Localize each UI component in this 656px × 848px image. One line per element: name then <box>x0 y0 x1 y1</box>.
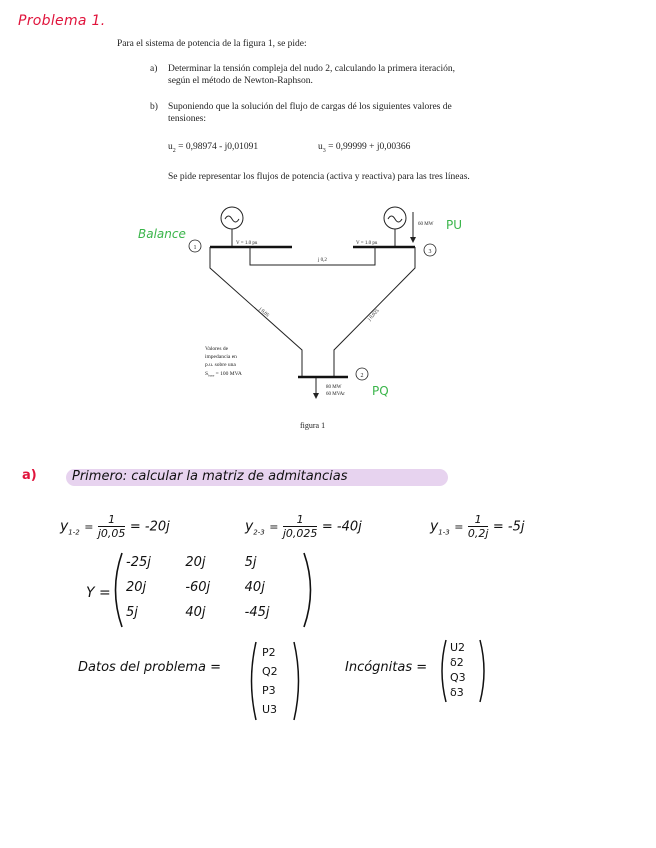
line-1-3-impedance: j 0,2 <box>318 258 327 263</box>
unknowns-vector <box>450 640 478 700</box>
bus-1-voltage: V = 1.0 pu <box>236 241 258 246</box>
vector-entry: δ2 <box>450 656 464 669</box>
vector-entry: Q3 <box>450 671 466 684</box>
vector-entry: P2 <box>262 646 276 659</box>
note-line1: Valores de <box>205 346 229 352</box>
line-1-3 <box>250 247 375 265</box>
problem-title: Problema 1. <box>18 13 106 29</box>
y23-equation: $y_{2-3}$ = $\frac{1}{j0,025}$ = -40j <box>245 513 362 540</box>
node-1-label: 1 <box>193 245 197 251</box>
load-mvar: 60 MVAr <box>326 392 345 397</box>
data-vector <box>262 643 292 719</box>
matrix-cell: 5j <box>126 605 138 620</box>
note-line4: $S_{base} = 100$ MVA <box>205 371 242 378</box>
y12-equation: $y_{1-2}$ = $\frac{1}{j0,05}$ = -20j <box>60 513 170 540</box>
u2-expression: $u_2 = 0,98974 - j0,01091$ <box>168 142 259 154</box>
item-b-line3: Se pide representar los flujos de potencia (activa y reactiva) para las tres líneas. <box>168 172 470 182</box>
matrix-cell: -60j <box>185 580 211 595</box>
matrix-label: Y = <box>86 585 111 601</box>
balance-label: Balance <box>138 227 186 241</box>
note-line3: p.u. sobre una <box>205 362 236 368</box>
matrix-cell: -45j <box>244 605 270 620</box>
matrix-cell: 40j <box>185 605 206 620</box>
note-line2: impedancia en <box>205 354 237 360</box>
solution-heading: Primero: calcular la matriz de admitancias <box>72 469 348 484</box>
item-b-line1: Suponiendo que la solución del flujo de cargas dé los siguientes valores de <box>168 102 452 112</box>
vector-entry: P3 <box>262 684 276 697</box>
matrix-cell: -25j <box>126 555 151 570</box>
admittance-matrix <box>126 555 304 630</box>
u3-expression: $u_3 = 0,99999 + j0,00366$ <box>318 142 411 154</box>
matrix-cell: 40j <box>244 580 265 595</box>
matrix-cell: 20j <box>126 580 147 595</box>
pv-label: PU <box>446 218 463 232</box>
vector-entry: δ3 <box>450 686 464 699</box>
item-a-letter: a) <box>150 64 158 74</box>
line-2-3-impedance: j 0,025 <box>367 308 381 323</box>
solution-letter: a) <box>22 468 37 483</box>
unknowns-label: Incógnitas = <box>345 660 428 675</box>
line-1-2-impedance: j 0,05 <box>257 307 270 319</box>
node-2-label: 2 <box>360 373 364 379</box>
generator-3-icon <box>384 207 406 229</box>
vector-entry: Q2 <box>262 665 278 678</box>
bus-3-voltage: V = 1.0 pu <box>356 241 378 246</box>
matrix-row <box>126 555 304 580</box>
figure-caption: figura 1 <box>300 421 326 430</box>
node-3-label: 3 <box>428 249 432 255</box>
generator-1-icon <box>221 207 243 229</box>
matrix-row <box>126 605 304 630</box>
intro-text: Para el sistema de potencia de la figura 1, se pide: <box>117 39 307 49</box>
y13-equation: $y_{1-3}$ = $\frac{1}{0,2j}$ = -5j <box>430 513 525 540</box>
vector-entry: U3 <box>262 703 278 716</box>
matrix-row <box>126 580 304 605</box>
item-b-letter: b) <box>150 102 158 112</box>
pq-label: PQ <box>372 384 389 398</box>
item-a-line2: según el método de Newton-Raphson. <box>168 76 313 86</box>
power-system-diagram <box>0 195 656 420</box>
matrix-cell: 20j <box>185 555 206 570</box>
data-label: Datos del problema = <box>78 660 221 675</box>
gen-3-power: 60 MW <box>418 222 434 227</box>
load-mw: 80 MW <box>326 385 342 390</box>
matrix-cell: 5j <box>244 555 257 570</box>
vector-entry: U2 <box>450 641 466 654</box>
item-b-line2: tensiones: <box>168 114 206 124</box>
item-a-line1: Determinar la tensión compleja del nudo 2, calculando la primera iteración, <box>168 64 455 74</box>
